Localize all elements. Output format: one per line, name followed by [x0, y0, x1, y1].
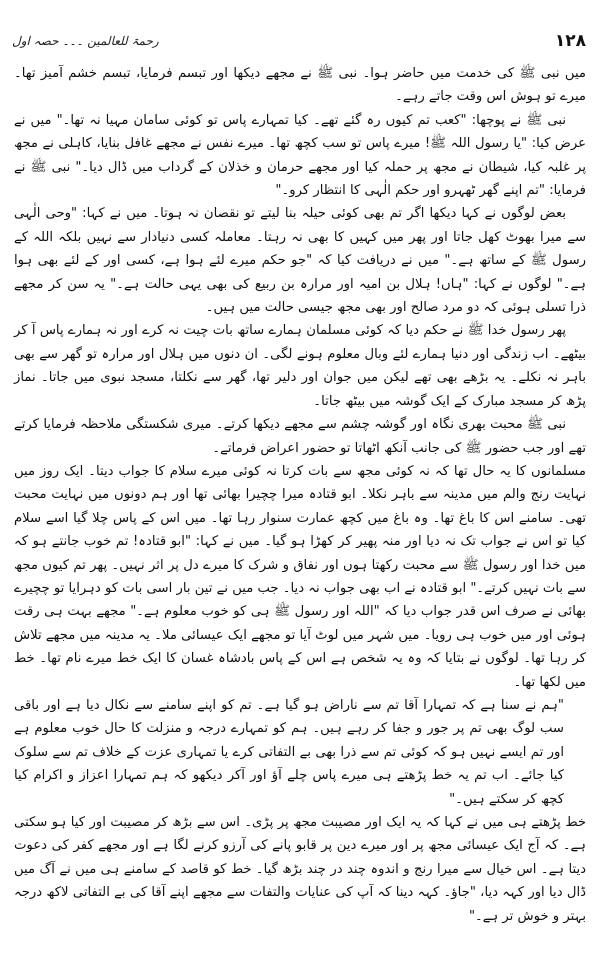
paragraph: مسلمانوں کا یہ حال تھا کہ نہ کوئی مجھ سے بات کرتا نہ کوئی میرے سلام کا جواب دیتا۔ ایک روز میں نہایت رنج والم میں مدینہ سے باہر نکلا۔ ابو قتادہ میرا چچیرا بھائی تھا اور ہم دونوں میں نہایت محبت تھی۔ سامنے اس کا باغ تھا۔ وہ باغ میں کچھ عمارت سنوار رہا تھا۔ میں اس کے پاس چلا گیا اسے سلام کیا تو اس نے جواب تک نہ دیا اور منہ پھیر کر کھڑا ہو گیا۔ میں نے کہا: "ابو قتادہ! تم خوب جانتے ہو کہ میں خدا اور رسول ﷺ سے محبت رکھتا ہوں اور نفاق و شرک کا میرے دل پر اثر نہیں۔ پھر تم کیوں مجھ سے بات نہیں کرتے۔" ابو قتادہ نے اب بھی جواب نہ دیا۔ جب میں نے تین بار اسی بات کو دہرایا تو چچیرے بھائی نے صرف اس قدر جواب دیا کہ "اللہ اور رسول ﷺ ہی کو خوب معلوم ہے۔" مجھے بہت ہی رقت ہوئی اور میں خوب ہی رویا۔ میں شہر میں لوٹ آیا تو مجھے ایک عیسائی ملا۔ یہ مدینہ میں مجھے تلاش کر رہا تھا۔ لوگوں نے بتایا کہ وہ یہ شخص ہے اس کے پاس بادشاہ غسان کا ایک خط میرے نام تھا۔ خط میں لکھا تھا۔ — [14, 463, 586, 690]
quoted-letter: "ہم نے سنا ہے کہ تمہارا آقا تم سے ناراض ہو گیا ہے۔ تم کو اپنے سامنے سے نکال دیا ہے اور باقی سب لوگ بھی تم پر جور و جفا کر رہے ہیں۔ ہم کو تمہارے درجہ و منزلت کا حال خوب معلوم ہے اور تم ایسے نہیں ہو کہ کوئی تم سے ذرا بھی بے التفاتی کرے یا تمہاری عزت کے خلاف تم سے سلوک کیا جائے۔ اب تم یہ خط پڑھتے ہی میرے پاس چلے آؤ اور آکر دیکھو کہ ہم تمہارا اعزاز و اکرام کیا کچھ کر سکتے ہیں۔" — [14, 697, 564, 807]
paragraph: خط پڑھتے ہی میں نے کہا کہ یہ ایک اور مصیبت مجھ پر پڑی۔ اس سے بڑھ کر مصیبت اور کیا ہو سکتی ہے۔ کہ آج ایک عیسائی مجھ پر اور میرے دین پر قابو پانے کی آرزو کرنے لگا ہے اور مجھے کفر کی دعوت دیتا ہے۔ اس خیال سے میرا رنج و اندوہ چند در چند بڑھ گیا۔ خط کو قاصد کے سامنے ہی میں نے آگ میں ڈال دیا اور کہہ دیا، "جاؤ۔ کہہ دینا کہ آپ کی عنایات والتفات سے مجھے اپنے آقا کی بے التفاتی لاکھ درجہ بہتر و خوش تر ہے۔" — [14, 815, 586, 924]
page-number: ۱۲۸ — [554, 31, 586, 51]
running-title: رحمۃ للعالمین ۔۔۔ حصہ اول — [12, 34, 159, 48]
page-header — [12, 28, 586, 54]
paragraph: میں نبی ﷺ کی خدمت میں حاضر ہوا۔ نبی ﷺ نے مجھے دیکھا اور تبسم فرمایا، تبسم خشم آمیز تھا۔ میرے تو ہوش اس وقت جاتے رہے۔ — [14, 66, 586, 105]
paragraph: پھر رسول خدا ﷺ نے حکم دیا کہ کوئی مسلمان ہمارے ساتھ بات چیت نہ کرے اور نہ ہمارے پاس آ کر بیٹھے۔ اب زندگی اور دنیا ہمارے لئے وبال معلوم ہونے لگی۔ ان دنوں میں ہلال اور مرارہ تو گھر سے بھی باہر نہ نکلے۔ یہ بڑھے بھی تھے لیکن میں جوان اور دلیر تھا، گھر سے نکلتا، مسجد نبوی میں جاتا۔ نماز پڑھ کر مسجد مبارک کے ایک گوشہ میں بیٹھ جاتا۔ — [14, 323, 586, 409]
paragraph: نبی ﷺ نے پوچھا: "کعب تم کیوں رہ گئے تھے۔ کیا تمہارے پاس تو کوئی سامان مہیا نہ تھا۔" میں نے عرض کیا: "یا رسول اللہ ﷺ! میرے پاس تو سب کچھ تھا۔ میرے نفس نے مجھے غافل بنایا، کاہلی نے مجھ پر غلبہ کیا، شیطان نے مجھ پر حملہ کیا اور مجھے حرمان و خذلان کے گرداب میں ڈال دیا۔" نبی ﷺ نے فرمایا: "تم اپنے گھر ٹھہرو اور حکم الٰہی کا انتظار کرو۔" — [14, 112, 586, 199]
paragraph: بعض لوگوں نے کہا دیکھا اگر تم بھی کوئی حیلہ بنا لیتے تو نقصان نہ ہوتا۔ میں نے کہا: "وحی الٰہی سے میرا بھوٹ کھل جاتا اور پھر میں کہیں کا بھی نہ رہتا۔ معاملہ کسی دنیادار سے نہیں بلکہ اللہ کے رسول ﷺ کے ساتھ ہے۔" میں نے دریافت کیا کہ "جو حکم میرے لئے ہوا ہے، کسی اور کے لئے بھی ہوا ہے۔" لوگوں نے کہا: "ہاں! ہلال بن امیہ اور مرارہ بن ربیع کی بھی یہی حالت ہے۔" یہ سن کر مجھے ذرا تسلی ہوئی کہ دو مرد صالح اور بھی مجھ جیسی حالت میں ہیں۔ — [14, 206, 586, 316]
page-body — [14, 62, 586, 956]
paragraph: نبی ﷺ محبت بھری نگاہ اور گوشہ چشم سے مجھے دیکھا کرتے۔ میری شکستگی ملاحظہ فرمایا کرتے تھے اور جب حضور ﷺ کی جانب آنکھ اٹھاتا تو حضور اعراض فرماتے۔ — [14, 417, 586, 456]
